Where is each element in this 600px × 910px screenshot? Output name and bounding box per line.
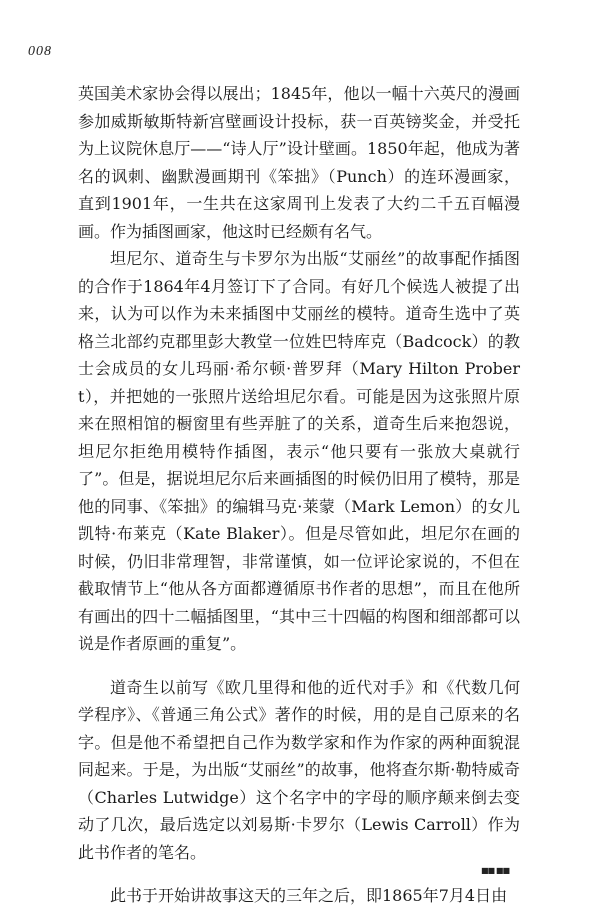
- body-text: [78, 80, 520, 910]
- paragraph-publication: 此书于开始讲故事这天的三年之后，即1865年7月4日由: [110, 886, 508, 905]
- paragraph-continuation: 英国美术家协会得以展出；1845年，他以一幅十六英尺的漫画参加威斯敏斯特新宫壁画设计投标，获一百英镑奖金，并受托为上议院休息厅——“诗人厅”设计壁画。1850年起，他成为著名的讽刺、幽默漫画期刊《笨拙》（Punch）的连环漫画家，直到1901年，一生共在这家周刊上发表了大约二千五百幅漫画。作为插图画家，他这时已经颇有名气。: [78, 84, 520, 241]
- paragraph-pen-name: 道奇生以前写《欧几里得和他的近代对手》和《代数几何学程序》、《普通三角公式》著作的时候，用的是自己原来的名字。但是他不希望把自己作为数学家和作为作家的两种面貌混同起来。于是，为出版“艾丽丝”的故事，他将查尔斯·勒特威奇（Charles Lutwidge）这个名字中的字母的顺序颠来倒去变动了几次，最后选定以刘易斯·卡罗尔（Lewis Carroll）作为此书作者的笔名。: [78, 677, 520, 862]
- footer-mark: ■■ ■■: [481, 866, 510, 875]
- page-number: 008: [28, 44, 52, 59]
- paragraph-illustration-contract: 坦尼尔、道奇生与卡罗尔为出版“艾丽丝”的故事配作插图的合作于1864年4月签订下了合同。有好几个候选人被提了出来，认为可以作为未来插图中艾丽丝的模特。道奇生选中了英格兰北部约克郡里彭大教堂一位姓巴特库克（Badcock）的教士会成员的女儿玛丽·希尔顿·普罗拜（Mary Hilton Probert），并把她的一张照片送给坦尼尔看。可能是因为这张照片原来在照相馆的橱窗里有些弄脏了的关系，道奇生后来抱怨说，坦尼尔拒绝用模特作插图，表示“他只要有一张放大桌就行了”。但是，据说坦尼尔后来画插图的时候仍旧用了模特，那是他的同事、《笨拙》的编辑马克·莱蒙（Mark Lemon）的女儿凯特·布莱克（Kate Blaker）。但是尽管如此，坦尼尔在画的时候，仍旧非常理智，非常谨慎，如一位评论家说的，不但在截取情节上“他从各方面都遵循原书作者的思想”，而且在他所有画出的四十二幅插图里，“其中三十四幅的构图和细部都可以说是作者原画的重复”。: [78, 249, 520, 653]
